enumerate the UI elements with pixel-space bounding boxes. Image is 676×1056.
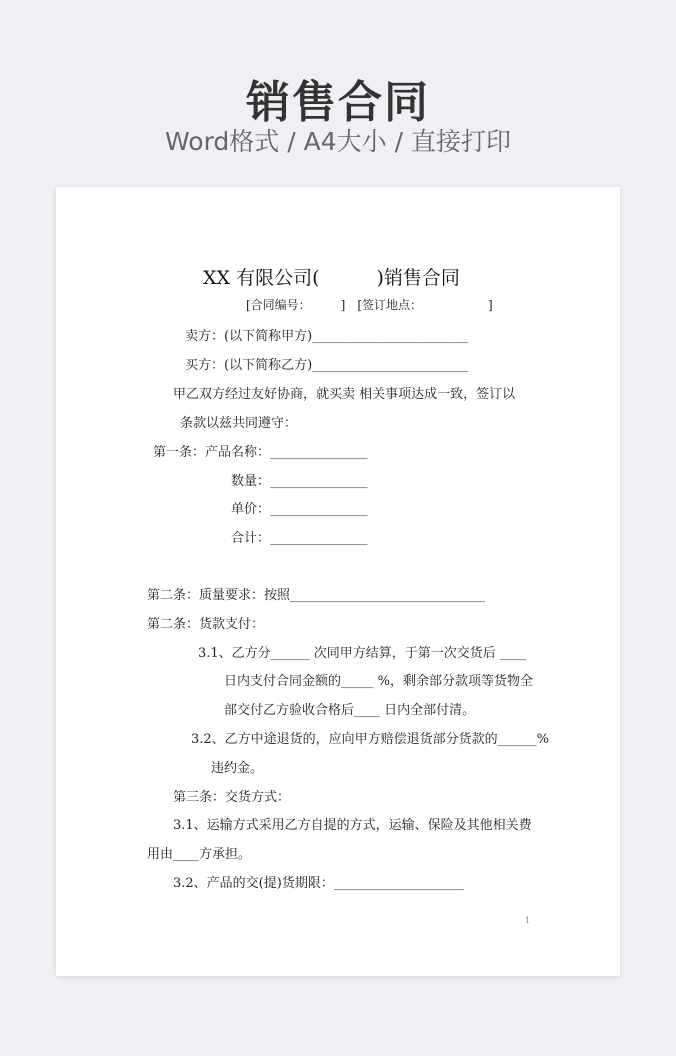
clause-3-1-line-1: 3.1、乙方分______ 次同甲方结算，于第一次交货后 ____ xyxy=(198,646,526,661)
intro-line-2: 条款以兹共同遵守： xyxy=(180,416,298,431)
delivery-3-2: 3.2、产品的交(提)货期限：____________________ xyxy=(173,876,464,891)
buyer-line: 买方：(以下简称乙方)________________________ xyxy=(185,358,469,373)
intro-line-1: 甲乙双方经过友好协商，就买卖 相关事项达成一致，签订以 xyxy=(173,387,516,402)
page-number: 1 xyxy=(525,916,531,925)
article-2-quality: 第二条：质量要求：按照______________________________ xyxy=(147,588,486,603)
clause-3-1-line-2: 日内支付合同金额的_____ %，剩余部分款项等货物全 xyxy=(224,674,533,689)
contract-title: XX 有限公司( )销售合同 xyxy=(203,267,460,289)
contract-meta: [合同编号： ] [签订地点： ] xyxy=(246,298,493,312)
article-1-quantity: 数量：_______________ xyxy=(231,474,368,489)
delivery-3-1-line-1: 3.1、运输方式采用乙方自提的方式，运输、保险及其他相关费 xyxy=(173,818,532,833)
clause-3-1-line-3: 部交付乙方验收合格后____ 日内全部付清。 xyxy=(224,703,476,718)
page-title: 销售合同 xyxy=(246,77,430,128)
article-3-title: 第三条：交货方式： xyxy=(173,790,291,805)
delivery-3-1-line-2: 用由____方承担。 xyxy=(147,847,252,862)
article-1-total: 合计：_______________ xyxy=(231,531,368,546)
page-subtitle: Word格式 / A4大小 / 直接打印 xyxy=(165,127,511,156)
article-1-price: 单价：_______________ xyxy=(231,502,368,517)
seller-line: 卖方：(以下简称甲方)________________________ xyxy=(185,329,469,344)
article-1-product: 第一条：产品名称：_______________ xyxy=(153,445,368,460)
article-2-payment: 第二条：货款支付： xyxy=(147,617,265,632)
clause-3-2-line-2: 违约金。 xyxy=(211,761,264,776)
document-page xyxy=(56,187,620,976)
clause-3-2-line-1: 3.2、乙方中途退货的，应向甲方赔偿退货部分货款的______% xyxy=(191,732,550,747)
